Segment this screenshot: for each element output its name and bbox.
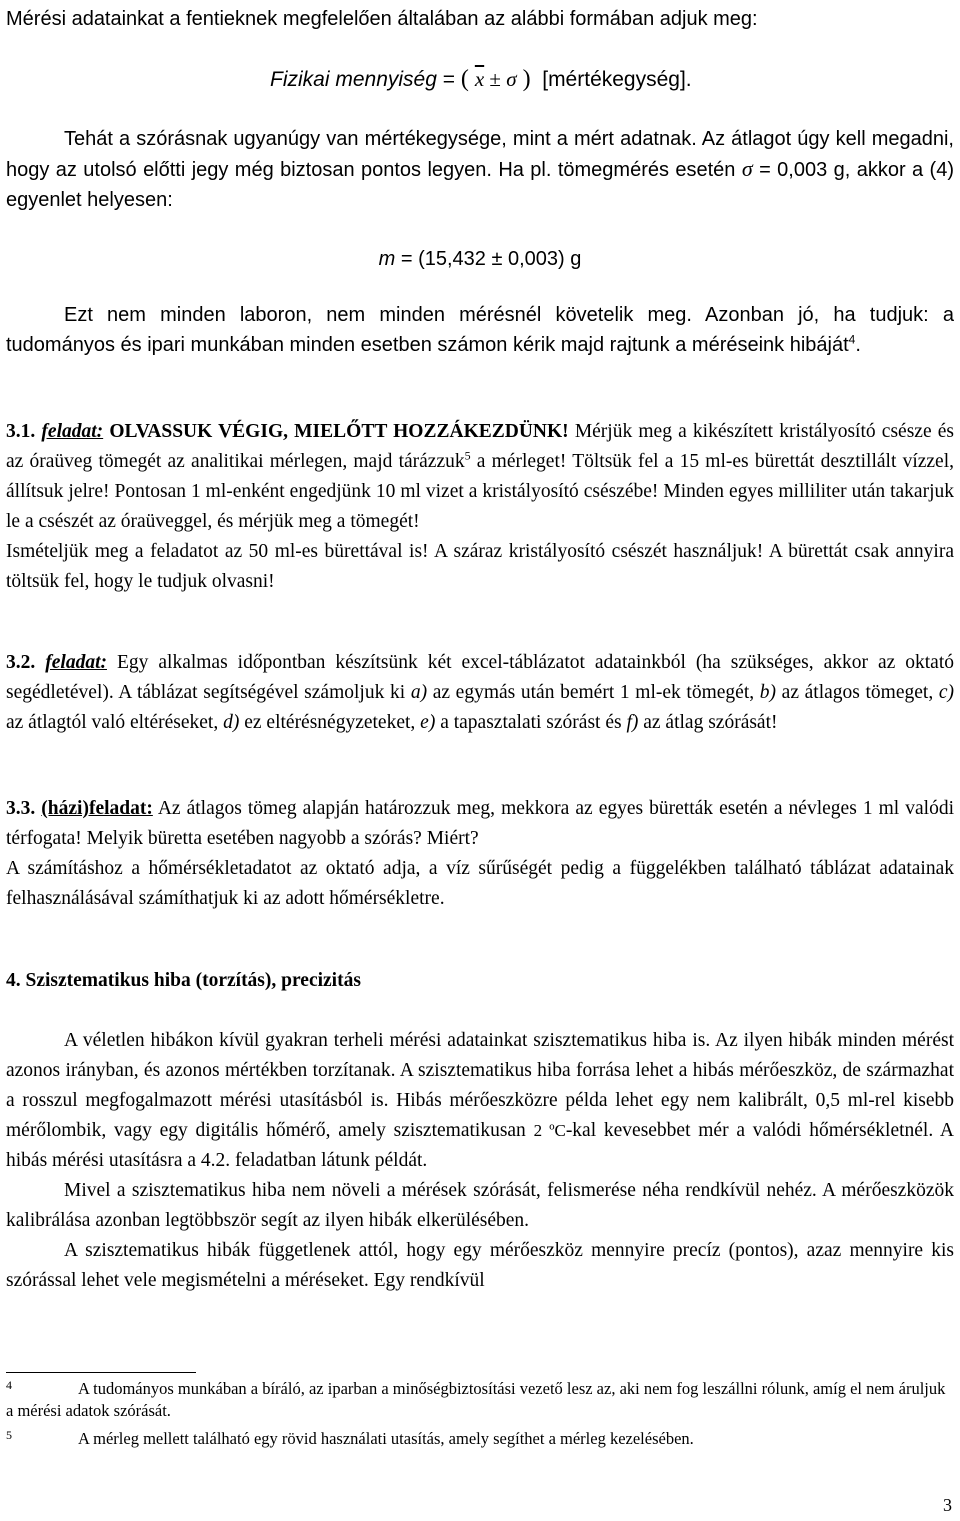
task-3-3-label: (házi)feladat:	[41, 798, 153, 819]
section-4-paragraph-3: A szisztematikus hibák függetlenek attól, hogy egy mérőeszköz mennyire precíz (pontos), azaz mennyire kis szórással lehet vele megismételni a méréseket. Egy rendkívül	[6, 1240, 954, 1291]
task-3-1-label: feladat:	[41, 421, 104, 442]
task-3-1-number: 3.1.	[6, 421, 42, 442]
footnote-4-number: 4	[6, 1378, 12, 1392]
task-3-3-number: 3.3.	[6, 798, 42, 819]
footnote-separator	[6, 1372, 196, 1373]
para1-sigma: σ	[741, 156, 753, 181]
formula-x-mean: $\overline{x}$	[474, 67, 485, 91]
task-3-3-text2: A számításhoz a hőmérsékletadatot az oktató adja, a víz sűrűségét pedig a függelékben található táblázat adatainak felhasználásával számíthatjuk ki az adott hőmérsékletre.	[6, 858, 954, 909]
formula-close-paren: )	[516, 66, 531, 92]
task-3-1	[6, 417, 954, 597]
paragraph-sigma-unit	[6, 124, 954, 215]
task-3-2-t5: ez eltérésnégyzeteket,	[239, 712, 421, 733]
formula-measurement	[270, 64, 692, 95]
footnote-ref-5[interactable]: 5	[464, 448, 471, 463]
formula-sigma: σ	[506, 67, 517, 91]
section-4	[6, 966, 954, 1296]
task-3-2-item-a: a)	[410, 682, 428, 703]
intro-text: Mérési adatainkat a fentieknek megfelelően általában az alábbi formában adjuk meg:	[6, 8, 758, 30]
section-4-p1b: -kal kevesebbet mér a valódi hőmérsékletnél. A hibás mérési utasításra a 4.2. feladatban látunk példát.	[6, 1120, 954, 1171]
footnote-5-text: A mérleg mellett található egy rövid használati utasítás, amely segíthet a mérleg kezelésében.	[78, 1429, 694, 1448]
task-3-1-text	[6, 417, 954, 537]
task-3-3-text	[6, 794, 954, 854]
task-3-2-t4: az átlagtól való eltéréseket,	[6, 712, 224, 733]
formula-mass-example	[6, 244, 954, 274]
task-3-2-t6: a tapasztalati szórást és	[435, 712, 627, 733]
section-4-p1a: A véletlen hibákon kívül gyakran terheli mérési adatainkat szisztematikus hiba is. Az ilyen hibák minden mérést azonos irányban, és azonos mértékben torzítanak. A szisztematikus hiba forrása lehet a hibás mérőeszköz, de származhat a rosszul megfogalmazott mérési utasításból is. Hibás mérőeszközre példa lehet egy nem kalibrált, 0,5 ml-rel kisebb mérőlombik, vagy egy digitális hőmérő, amely szisztematikusan	[6, 1030, 954, 1141]
task-3-2-t2: az egymás után bemért 1 ml-ek tömegét,	[427, 682, 760, 703]
formula2-rest: = (15,432 ± 0,003) g	[395, 248, 582, 270]
task-3-2-item-d: d)	[223, 712, 240, 733]
section-4-p1-degree: 2 ºC	[533, 1121, 566, 1140]
footnote-5-number: 5	[6, 1428, 12, 1442]
task-3-2-t7: az átlag szórását!	[638, 712, 778, 733]
formula-unit: [mértékegység].	[542, 68, 692, 91]
section-4-title: 4. Szisztematikus hiba (torzítás), precizitás	[6, 970, 361, 991]
para1-rest: = 0,003 g, akkor a (4) egyenlet helyesen:	[6, 159, 954, 211]
task-3-1-text2: a mérleget! Töltsük fel a 15 ml-es bürettát desztillált vízzel, állítsuk jelre! Pontosan 1 ml-enként engedjünk 10 ml vizet a kristályosító csészébe! Minden egyes milliliter után takarjuk le a csészét az óraüveggel, és mérjük meg a tömegét!	[6, 451, 954, 532]
task-3-2-item-c: c)	[938, 682, 954, 703]
footnote-4	[6, 1378, 954, 1422]
task-3-2-item-f: f)	[626, 712, 639, 733]
task-3-3-text1: Az átlagos tömeg alapján határozzuk meg, mekkora az egyes büretták esetén a névleges 1 ml valódi térfogata! Melyik büretta esetében nagyobb a szórás? Miért?	[6, 798, 954, 849]
para1-text: Tehát a szórásnak ugyanúgy van mértékegysége, mint a mért adatnak. Az átlagot úgy kell megadni, hogy az utolsó előtti jegy még biztosan pontos legyen. Ha pl. tömegmérés esetén	[6, 128, 954, 181]
task-3-1-text1: Mérjük meg a kikészített kristályosító csésze és az óraüveg tömegét az analitikai mérlegen, majd tárázzuk	[6, 421, 954, 472]
formula-equals: =	[436, 68, 461, 91]
para2-text: Ezt nem minden laboron, nem minden mérésnél követelik meg. Azonban jó, ha tudjuk: a tudományos és ipari munkában minden esetben számon kérik majd rajtunk a méréseink hibáját	[6, 304, 954, 356]
task-3-2-text	[6, 648, 954, 738]
task-3-2-item-b: b)	[759, 682, 777, 703]
footnotes	[6, 1378, 954, 1450]
footnote-ref-4[interactable]: 4	[848, 332, 856, 347]
task-3-1-title: OLVASSUK VÉGIG, MIELŐTT HOZZÁKEZDÜNK!	[103, 421, 569, 442]
paragraph-requirement	[6, 300, 954, 360]
task-3-2-item-e: e)	[420, 712, 436, 733]
formula-open-paren: (	[460, 66, 475, 92]
section-4-paragraph-1	[6, 1026, 954, 1176]
task-3-1-repeat: Ismételjük meg a feladatot az 50 ml-es bürettával is! A száraz kristályosító csészét használjuk! A bürettát csak annyira töltsük fel, hogy le tudjuk olvasni!	[6, 541, 954, 592]
task-3-2-number: 3.2.	[6, 652, 46, 673]
task-3-2-t3: az átlagos tömeget,	[776, 682, 939, 703]
task-3-2-t1: Egy alkalmas időpontban készítsünk két excel-táblázatot adatainkból (ha szükséges, akkor az oktató segédletével). A táblázat segítségével számoljuk ki	[6, 652, 955, 703]
task-3-2-label: feladat:	[45, 652, 107, 673]
section-4-paragraph-2: Mivel a szisztematikus hiba nem növeli a mérések szórását, felismerése néha rendkívül nehéz. A mérőeszközök kalibrálása azonban legtöbbször segít az ilyen hibák elkerülésében.	[6, 1180, 954, 1231]
task-3-3	[6, 794, 954, 914]
formula-left: Fizikai mennyiség	[270, 68, 437, 91]
formula-pm: ±	[484, 67, 507, 91]
formula2-m: m	[378, 248, 396, 270]
footnote-5	[6, 1428, 954, 1450]
footnote-4-text: A tudományos munkában a bíráló, az iparban a minőségbiztosítási vezető lesz az, aki nem fog leszállni rólunk, amíg el nem áruljuk a mérési adatok szórását.	[6, 1379, 946, 1420]
para2-end: .	[855, 334, 861, 356]
page-number: 3	[943, 1495, 952, 1515]
task-3-2	[6, 648, 954, 738]
